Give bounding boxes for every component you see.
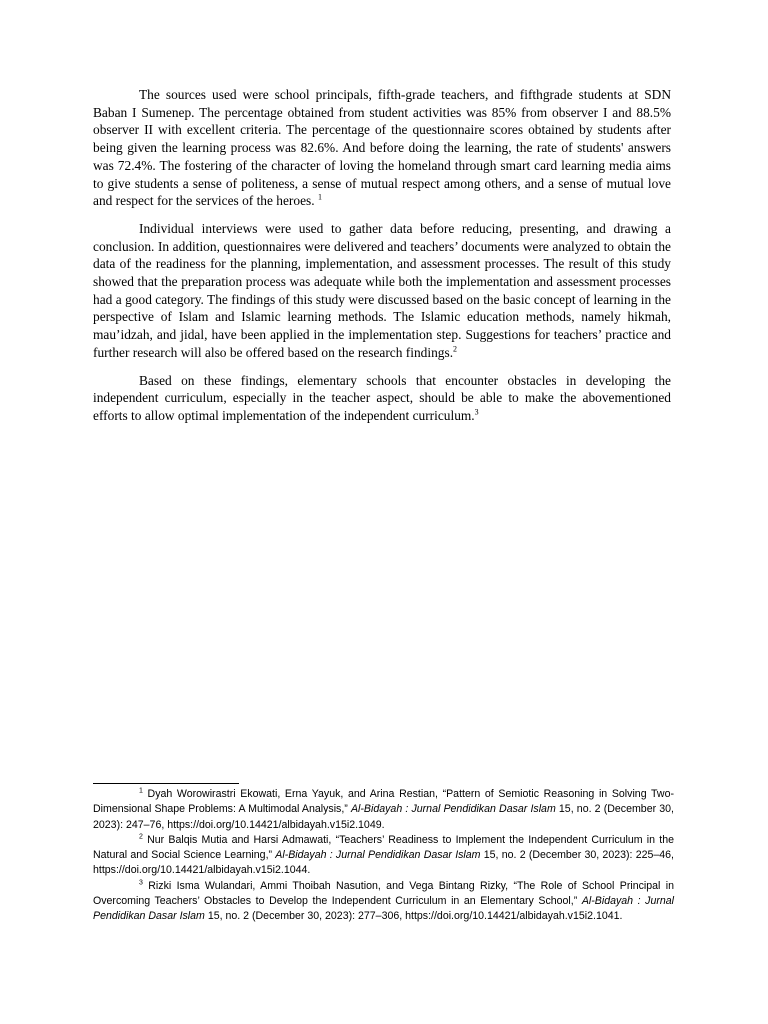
paragraph-2 <box>93 220 671 362</box>
paragraph-3 <box>93 372 671 425</box>
footnotes <box>93 787 674 925</box>
footnote-reference[interactable]: 1 <box>317 192 322 202</box>
footnote-1 <box>93 787 674 833</box>
footnote-reference[interactable]: 3 <box>474 407 479 417</box>
body-text <box>93 86 671 435</box>
footnote-separator <box>93 783 239 784</box>
journal-title: Al-Bidayah : Jurnal Pendidikan Dasar Islam <box>93 895 674 923</box>
paragraph-text: Based on these findings, elementary schools that encounter obstacles in developing the independent curriculum, especially in the teacher aspect, should be able to make the abovementioned efforts to allow optimal implementation of the independent curriculum. <box>93 372 671 423</box>
paragraph-text: Individual interviews were used to gather data before reducing, presenting, and drawing a conclusion. In addition, questionnaires were delivered and teachers’ documents were analyzed to obtain the data of the readiness for the planning, implementation, and assessment processes. The result of this study showed that the preparation process was adequate while both the implementation and assessment processes had a good category. The findings of this study were discussed based on the basic concept of learning in the perspective of Islam and Islamic learning methods. The Islamic education methods, namely hikmah, mau’idzah, and jidal, have been applied in the implementation step. Suggestions for teachers’ practice and further research will also be offered based on the research findings. <box>93 220 671 360</box>
footnote-citation-details: 15, no. 2 (December 30, 2023): 277–306, https://doi.org/10.14421/albidayah.v15i2.1041. <box>204 910 623 923</box>
journal-title: Al-Bidayah : Jurnal Pendidikan Dasar Islam <box>275 849 481 862</box>
footnote-citation-details: 15, no. 2 (December 30, 2023): 225–46, https://doi.org/10.14421/albidayah.v15i2.1044. <box>93 849 675 877</box>
footnote-number: 1 <box>139 787 143 795</box>
journal-title: Al-Bidayah : Jurnal Pendidikan Dasar Islam <box>350 803 556 816</box>
footnote-text: Nur Balqis Mutia and Harsi Admawati, “Teachers’ Readiness to Implement the Independent Curriculum in the Natural and Social Science Learning,” <box>93 833 674 862</box>
footnote-number: 3 <box>139 879 143 887</box>
paragraph-1 <box>93 86 671 210</box>
footnote-2 <box>93 833 674 879</box>
footnote-reference[interactable]: 2 <box>453 344 458 354</box>
footnote-3 <box>93 879 674 925</box>
footnote-number: 2 <box>139 833 143 841</box>
paragraph-text: The sources used were school principals, fifth-grade teachers, and fifthgrade students at SDN Baban I Sumenep. The percentage obtained from student activities was 85% from observer I and 88.5% observer II with excellent criteria. The percentage of the questionnaire scores obtained by students after being given the learning process was 82.6%. And before doing the learning, the rate of students' answers was 72.4%. The fostering of the character of loving the homeland through smart card learning media aims to give students a sense of politeness, a sense of mutual respect among others, and a sense of mutual love and respect for the services of the heroes. <box>93 87 671 209</box>
footnote-citation-details: 15, no. 2 (December 30, 2023): 247–76, https://doi.org/10.14421/albidayah.v15i2.1049. <box>93 803 674 831</box>
footnote-text: Rizki Isma Wulandari, Ammi Thoibah Nasution, and Vega Bintang Rizky, “The Role of School Principal in Overcoming Teachers’ Obstacles to Develop the Independent Curriculum in an Elementary School,” <box>93 879 674 908</box>
footnote-text: Dyah Worowirastri Ekowati, Erna Yayuk, and Arina Restian, “Pattern of Semiotic Reasoning in Solving Two-Dimensional Shape Problems: A Multimodal Analysis,” <box>93 788 674 816</box>
